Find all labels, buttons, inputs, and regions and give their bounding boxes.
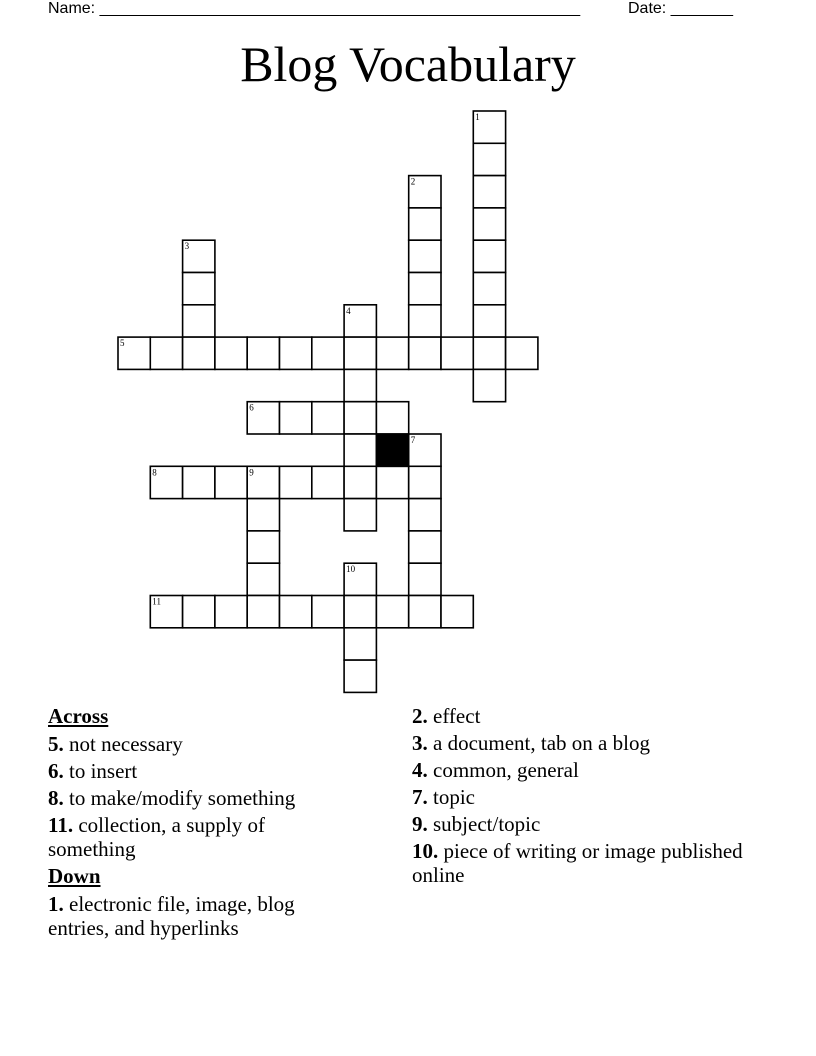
grid-cell[interactable] [409,563,441,595]
grid-cell[interactable] [247,531,279,563]
grid-cell[interactable] [344,499,376,531]
clue-text: subject/topic [433,812,541,836]
grid-cell[interactable] [183,273,215,305]
grid-cell[interactable] [344,660,376,692]
clue-down-2 [412,704,752,728]
grid-cell[interactable] [312,337,344,369]
grid-cell[interactable] [473,240,505,272]
grid-cell[interactable] [409,499,441,531]
grid-cell[interactable] [150,337,182,369]
clue-number: 1. [48,892,64,916]
grid-cell[interactable] [215,466,247,498]
grid-cell[interactable] [312,402,344,434]
clue-text: piece of writing or image published online [412,839,743,887]
grid-cell[interactable] [473,337,505,369]
clues-column-right [412,704,752,890]
clue-across-8 [48,786,348,810]
grid-cell[interactable] [376,402,408,434]
clue-down-7 [412,785,752,809]
grid-cell[interactable] [376,466,408,498]
grid-cell[interactable] [409,208,441,240]
grid-cell[interactable] [409,240,441,272]
clue-number: 4. [412,758,428,782]
clue-number-label: 5 [120,338,125,349]
clue-down-9 [412,812,752,836]
grid-cell[interactable] [183,305,215,337]
clue-text: to make/modify something [69,786,296,810]
grid-cell[interactable] [215,596,247,628]
grid-cell[interactable] [409,305,441,337]
grid-cell[interactable] [473,369,505,401]
clue-down-4 [412,758,752,782]
grid-cell[interactable] [344,434,376,466]
grid-cell[interactable] [409,273,441,305]
grid-cell[interactable] [473,176,505,208]
clue-across-6 [48,759,348,783]
clue-number: 5. [48,732,64,756]
grid-cell[interactable] [183,337,215,369]
black-cell [376,434,408,466]
clue-number: 9. [412,812,428,836]
clue-number-label: 2 [410,176,416,187]
grid-cell[interactable] [215,337,247,369]
clue-across-11 [48,813,348,861]
grid-cell[interactable] [344,628,376,660]
grid-cell[interactable] [441,596,473,628]
clue-number-label: 6 [249,402,254,413]
grid-cell[interactable] [473,143,505,175]
grid-cell[interactable] [344,369,376,401]
clue-text: effect [433,704,481,728]
clue-down-1 [48,892,348,940]
clue-number-label: 10 [346,564,356,575]
date-field-label: Date: _______ [628,0,733,17]
clue-text: topic [433,785,475,809]
grid-cell[interactable] [409,531,441,563]
clue-number-label: 8 [152,467,157,478]
clue-down-3 [412,731,752,755]
grid-cell[interactable] [473,208,505,240]
grid-cell[interactable] [344,466,376,498]
clue-number-label: 11 [152,596,161,607]
name-field-label: Name: ______________________________________________________ [48,0,581,17]
grid-cell[interactable] [312,466,344,498]
grid-cell[interactable] [344,596,376,628]
clue-number-label: 3 [184,241,190,252]
grid-cell[interactable] [409,466,441,498]
clue-text: common, general [433,758,579,782]
clue-number-label: 7 [410,435,416,445]
clues-column-left [48,704,348,943]
grid-cell[interactable] [280,402,312,434]
grid-cell[interactable] [280,337,312,369]
clue-number: 3. [412,731,428,755]
clue-number: 11. [48,813,74,837]
grid-cell[interactable] [247,596,279,628]
clue-text: a document, tab on a blog [433,731,650,755]
puzzle-title: Blog Vocabulary [240,36,576,92]
grid-cell[interactable] [247,337,279,369]
grid-cell[interactable] [280,596,312,628]
grid-cell[interactable] [473,273,505,305]
grid-cell[interactable] [280,466,312,498]
grid-cell[interactable] [441,337,473,369]
clue-number-label: 4 [346,305,351,316]
clue-text: not necessary [69,732,183,756]
across-heading: Across [48,704,109,728]
grid-cell[interactable] [312,596,344,628]
grid-cell[interactable] [376,596,408,628]
clue-number: 2. [412,704,428,728]
grid-cell[interactable] [409,596,441,628]
grid-cell[interactable] [183,596,215,628]
clue-across-5 [48,732,348,756]
clue-number: 8. [48,786,64,810]
down-heading: Down [48,864,101,888]
clue-text: electronic file, image, blog entries, and hyperlinks [48,892,295,940]
clue-number-label: 1 [475,112,480,122]
grid-cell[interactable] [506,337,538,369]
clue-down-10 [412,839,752,887]
clue-text: collection, a supply of something [48,813,265,861]
grid-cell[interactable] [473,305,505,337]
clue-number: 7. [412,785,428,809]
grid-cell[interactable] [376,337,408,369]
clue-number-label: 9 [249,467,254,478]
clue-number: 10. [412,839,439,863]
grid-cell[interactable] [409,337,441,369]
grid-cell[interactable] [183,466,215,498]
grid-cell[interactable] [344,402,376,434]
grid-cell[interactable] [247,499,279,531]
clue-text: to insert [69,759,138,783]
clue-number: 6. [48,759,64,783]
grid-cell[interactable] [247,563,279,595]
grid-cell[interactable] [344,337,376,369]
